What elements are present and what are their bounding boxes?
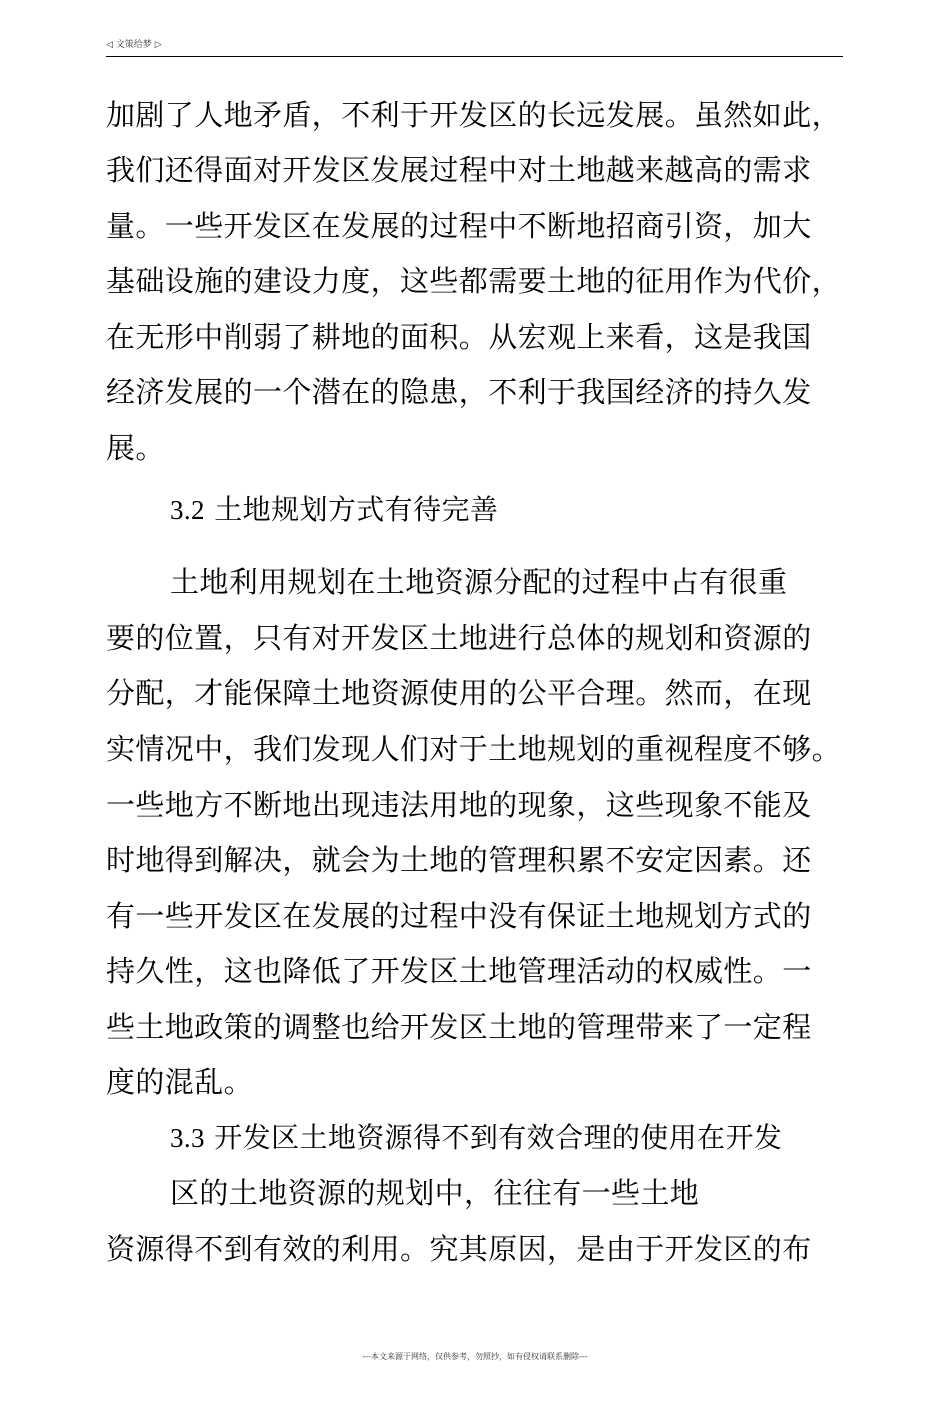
paragraph-line: 经济发展的一个潜在的隐患，不利于我国经济的持久发: [106, 375, 812, 409]
page-footer-disclaimer: ---本文来源于网络，仅供参考，勿照抄，如有侵权请联系删除---: [362, 1352, 588, 1361]
paragraph-line: 区的土地资源的规划中，往往有一些土地: [170, 1176, 700, 1210]
section-heading-3-2: [170, 495, 930, 525]
right-triangle-icon: ▷: [154, 40, 162, 50]
paragraph-line: 分配，才能保障土地资源使用的公平合理。然而，在现: [106, 676, 812, 710]
section-title: 土地规划方式有待完善: [214, 493, 499, 526]
section-heading-3-3: [170, 1123, 930, 1153]
paragraph-line: 一些地方不断地出现违法用地的现象，这些现象不能及: [106, 788, 812, 822]
section-number: 3.2: [170, 495, 205, 525]
section-title: 开发区土地资源得不到有效合理的使用在开发: [214, 1121, 783, 1154]
paragraph-line: 持久性，这也降低了开发区土地管理活动的权威性。一: [106, 954, 812, 988]
paragraph-line: 些土地政策的调整也给开发区土地的管理带来了一定程: [106, 1010, 812, 1044]
section-number: 3.3: [170, 1123, 205, 1153]
paragraph-line: 在无形中削弱了耕地的面积。从宏观上来看，这是我国: [106, 320, 812, 354]
paragraph-line: 要的位置，只有对开发区土地进行总体的规划和资源的: [106, 621, 812, 655]
paragraph-line: 土地利用规划在土地资源分配的过程中占有很重: [170, 565, 788, 599]
paragraph-line: 量。一些开发区在发展的过程中不断地招商引资，加大: [106, 209, 812, 243]
page-header: [106, 36, 843, 57]
header-title-text: 文策给梦: [115, 40, 152, 50]
paragraph-line: 基础设施的建设力度，这些都需要土地的征用作为代价，: [106, 264, 842, 298]
paragraph-line: 加剧了人地矛盾，不利于开发区的长远发展。虽然如此，: [106, 98, 842, 132]
header-title: [106, 39, 162, 51]
paragraph-line: 实情况中，我们发现人们对于土地规划的重视程度不够。: [106, 732, 842, 766]
paragraph-line: 资源得不到有效的利用。究其原因，是由于开发区的布: [106, 1232, 812, 1266]
left-triangle-icon: ◁: [106, 40, 113, 50]
paragraph-line: 展。: [106, 431, 165, 465]
paragraph-line: 我们还得面对开发区发展过程中对土地越来越高的需求: [106, 153, 812, 187]
paragraph-line: 时地得到解决，就会为土地的管理积累不安定因素。还: [106, 843, 812, 877]
paragraph-line: 有一些开发区在发展的过程中没有保证土地规划方式的: [106, 899, 812, 933]
paragraph-line: 度的混乱。: [106, 1065, 254, 1099]
